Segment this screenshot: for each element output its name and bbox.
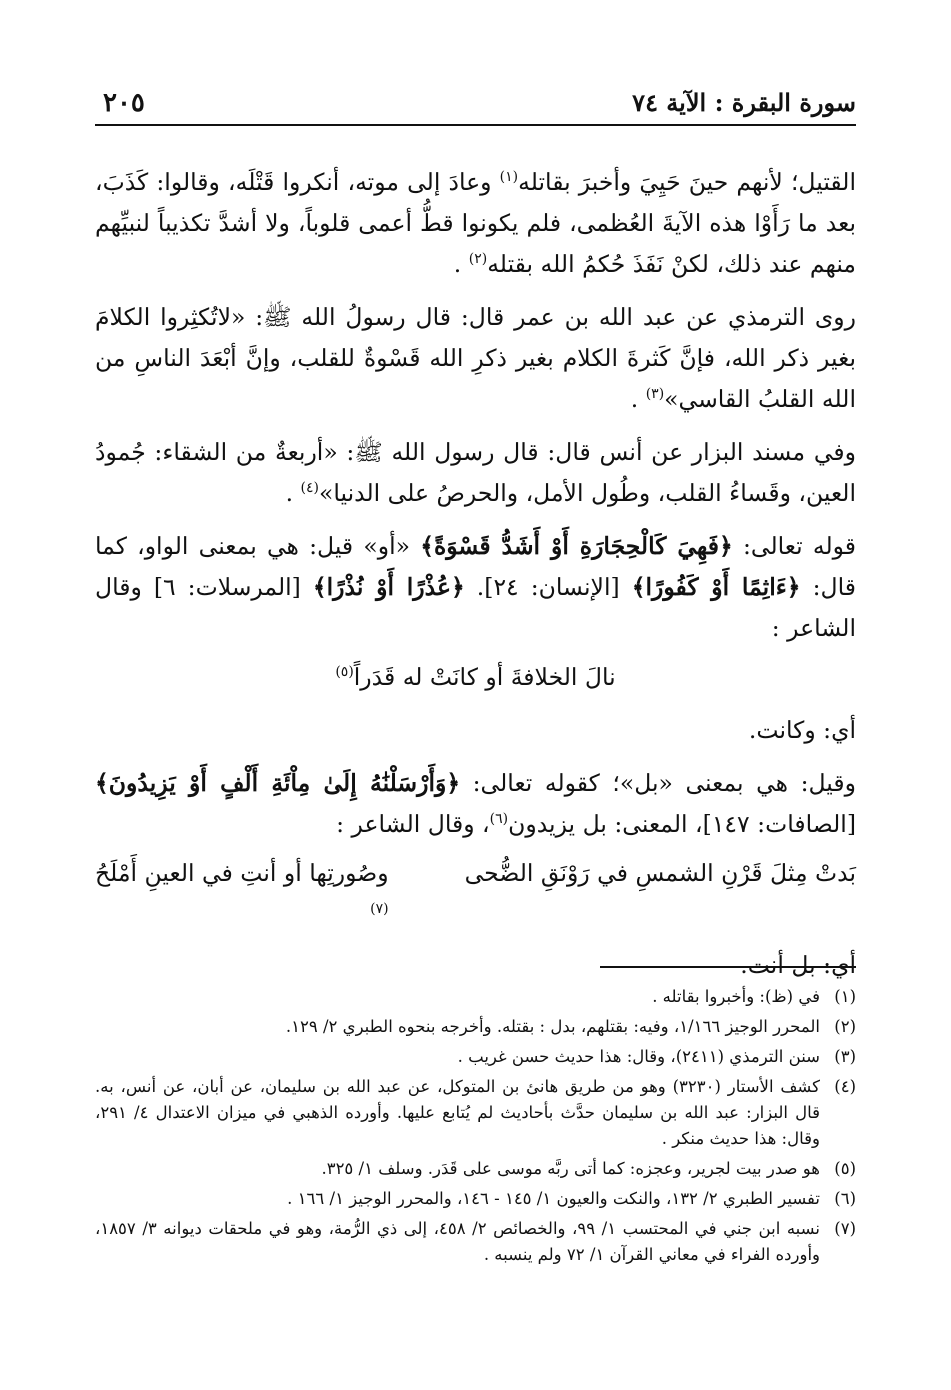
footnote-text: هو صدر بيت لجرير، وعجزه: كما أتى ربَّه موسى على قَدَر. وسلف ١/ ٣٢٥. xyxy=(321,1159,820,1178)
quran-quote: ﴿وَأَرْسَلْنَٰهُ إِلَىٰ مِاْئَةِ أَلْفٍ أَوْ يَزِيدُونَ﴾ xyxy=(95,769,461,797)
paragraph-7: أي: بل أنت. xyxy=(740,951,856,979)
text: . xyxy=(285,479,301,507)
footnote-text: المحرر الوجيز ١/١٦٦، وفيه: بقتلهم، بدل : بقتله. وأخرجه بنحوه الطبري ٢/ ١٢٩. xyxy=(285,1017,820,1036)
page-header xyxy=(95,86,856,124)
paragraph-2 xyxy=(95,297,856,420)
footnote-ref-7[interactable]: (٧) xyxy=(370,901,389,918)
text: [المرسلات: ٦] وقال الشاعر : xyxy=(95,573,856,642)
main-text xyxy=(95,162,856,998)
footnote-item xyxy=(95,1156,856,1182)
footnote-item xyxy=(95,1216,856,1268)
text: القتيل؛ لأنهم حينَ حَيِيَ وأخبرَ بقاتله xyxy=(518,168,856,196)
footnote-ref-6[interactable]: (٦) xyxy=(489,811,509,828)
footnote-number: (١) xyxy=(834,987,856,1006)
footnote-number: (٢) xyxy=(834,1017,856,1036)
footnote-item xyxy=(95,1014,856,1040)
footnotes-section xyxy=(95,984,856,1272)
hadith-text: روى الترمذي عن عبد الله بن عمر قال: قال رسولُ الله ﷺ: «لاتُكثِروا الكلامَ بغير ذكر الله، فإنَّ كَثرةَ الكلام بغير ذكرِ الله قَسْوةٌ للقلب، وإنَّ أبْعَدَ الناسِ من الله القلبُ القاسي» xyxy=(95,303,856,413)
text: قوله تعالى: xyxy=(732,532,857,560)
text: «أو» قيل: هي بمعنى الواو، كما قال: xyxy=(95,532,856,601)
footnote-item xyxy=(95,984,856,1010)
footnote-number: (٧) xyxy=(834,1219,856,1238)
poetry-couplet xyxy=(95,853,856,935)
paragraph-4 xyxy=(95,526,856,649)
quran-quote: ﴿عُذْرًا أَوْ نُذْرًا﴾ xyxy=(312,573,465,601)
verse-text: نالَ الخلافةَ أو كانَتْ له قَدَراً xyxy=(353,663,616,691)
hadith-text: وفي مسند البزار عن أنس قال: قال رسول الله ﷺ: «أربعةٌ من الشقاء: جُمودُ العين، وقَساءُ القلب، وطُول الأمل، والحرصُ على الدنيا» xyxy=(95,438,856,507)
couplet-second-hemistich xyxy=(95,853,389,935)
text: . xyxy=(630,385,646,413)
quran-quote: ﴿فَهِيَ كَالْحِجَارَةِ أَوْ أَشَدُّ قَسْوَةً﴾ xyxy=(420,532,733,560)
footnote-number: (٥) xyxy=(834,1159,856,1178)
paragraph-5: أي: وكانت. xyxy=(748,716,856,744)
paragraph-3 xyxy=(95,432,856,514)
surah-title: سورة البقرة : الآية ٧٤ xyxy=(632,88,856,117)
verse-text: وصُورتِها أو أنتِ في العينِ أَمْلَحُ xyxy=(95,859,389,887)
text: ، وقال الشاعر : xyxy=(336,810,490,838)
footnote-text: تفسير الطبري ٢/ ١٣٢، والنكت والعيون ١/ ١٤٥ - ١٤٦، والمحرر الوجيز ١/ ١٦٦ . xyxy=(287,1189,820,1208)
footnote-ref-3[interactable]: (٣) xyxy=(645,386,665,403)
footnote-ref-5[interactable]: (٥) xyxy=(335,664,354,681)
footnote-text: كشف الأستار (٣٢٣٠) وهو من طريق هانئ بن المتوكل، عن عبد الله بن سليمان، عن أبان، عن أنس، به. قال البزار: عبد الله بن سليمان حدَّث بأحاديث لم يُتابع عليها. وأورده الذهبي في ميزان الاعتدال ٤/ ٢٩١، وقال: هذا حديث منكر . xyxy=(95,1077,820,1148)
footnote-ref-2[interactable]: (٢) xyxy=(468,251,488,268)
footnote-number: (٣) xyxy=(834,1047,856,1066)
footnote-item xyxy=(95,1186,856,1212)
footnote-divider xyxy=(600,966,856,968)
footnote-number: (٦) xyxy=(834,1189,856,1208)
footnote-text: سنن الترمذي (٢٤١١)، وقال: هذا حديث حسن غريب . xyxy=(457,1047,820,1066)
paragraph-1 xyxy=(95,162,856,285)
poetry-verse xyxy=(95,657,856,698)
footnote-number: (٤) xyxy=(834,1077,856,1096)
paragraph-6 xyxy=(95,763,856,845)
text: وعادَ إلى موته، أنكروا قَتْلَه، وقالوا: كَذَبَ، بعد ما رَأَوْا هذه الآيةَ العُظمى، فلم يكونوا قطُّ أعمى قلوباً، ولا أشدَّ تكذيباً لنبيِّهم منهم عند ذلك، لكنْ نَفَذَ حُكمُ الله بقتله xyxy=(95,168,856,278)
footnote-item xyxy=(95,1074,856,1152)
footnote-text: في (ظ): وأخبروا بقاتله . xyxy=(652,987,820,1006)
footnote-ref-1[interactable]: (١) xyxy=(499,169,519,186)
couplet-first-hemistich: بَدتْ مِثلَ قَرْنِ الشمسِ في رَوْنَقِ الضُّحى xyxy=(464,859,856,887)
footnote-text: نسبه ابن جني في المحتسب ١/ ٩٩، والخصائص ٢/ ٤٥٨، إلى ذي الرُّمة، وهو في ملحقات ديوانه ٣/ ١٨٥٧، وأورده الفراء في معاني القرآن ١/ ٧٢ ولم ينسبه . xyxy=(95,1219,820,1264)
header-divider xyxy=(95,124,856,126)
footnote-item xyxy=(95,1044,856,1070)
text: . xyxy=(453,250,469,278)
page-number: ٢٠٥ xyxy=(103,88,145,118)
quran-quote: ﴿ءَاثِمًا أَوْ كَفُورًا﴾ xyxy=(631,573,801,601)
footnote-ref-4[interactable]: (٤) xyxy=(300,480,319,497)
text: [الصافات: ١٤٧]، المعنى: بل يزيدون xyxy=(508,810,856,838)
text: [الإنسان: ٢٤]. xyxy=(464,573,632,601)
text: وقيل: هي بمعنى «بل»؛ كقوله تعالى: xyxy=(460,769,856,797)
